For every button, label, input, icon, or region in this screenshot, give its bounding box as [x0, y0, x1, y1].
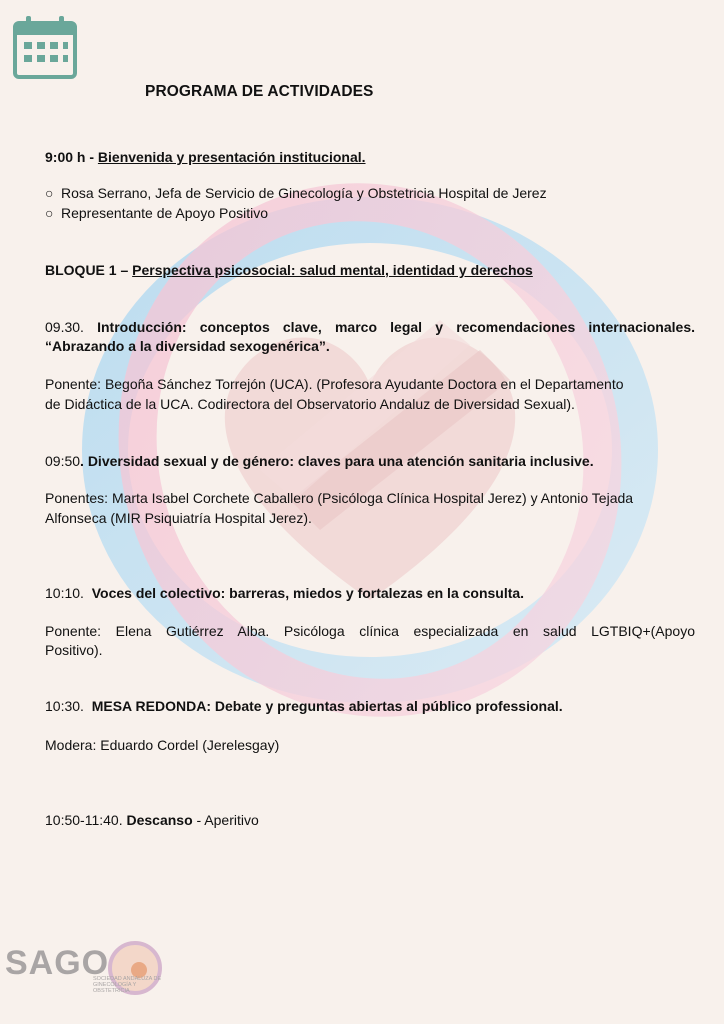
session-1-speaker-line1: Ponente: Begoña Sánchez Torrejón (UCA). (Profesora Ayudante Doctora en el Departamento [45, 376, 624, 392]
session-3-title [45, 584, 695, 603]
session-title: Introducción: conceptos clave, marco legal y recomendaciones internacionales. [97, 319, 696, 335]
bullet-icon: ○ [45, 205, 54, 221]
session-title-label: MESA REDONDA: [91, 698, 211, 714]
block-title: Perspectiva psicosocial: salud mental, identidad y derechos [132, 262, 533, 278]
bullet-text: Rosa Serrano, Jefa de Servicio de Ginecología y Obstetricia Hospital de Jerez [61, 185, 547, 201]
welcome-bullet-item [45, 204, 695, 223]
session-title: Debate y preguntas abiertas al público professional. [214, 698, 563, 714]
logo-text: SAGO [5, 944, 110, 982]
calendar-icon [12, 14, 78, 80]
session-1-speaker-line2: de Didáctica de la UCA. Codirectora del Observatorio Andaluz de Diversidad Sexual). [45, 396, 575, 412]
session-1-title-line2: “Abrazando a la diversidad sexogenérica”. [45, 338, 330, 354]
session-4-title [45, 697, 695, 716]
block-heading [45, 261, 695, 280]
session-title: Voces del colectivo: barreras, miedos y fortalezas en la consulta. [91, 585, 525, 601]
session-3-speaker-line1: Ponente: Elena Gutiérrez Alba. Psicóloga clínica especializada en salud LGTBIQ+(Apoyo [45, 623, 695, 639]
page-title: PROGRAMA DE ACTIVIDADES [145, 83, 374, 100]
block-label: BLOQUE 1 – [45, 262, 129, 278]
session-rest: - Aperitivo [196, 812, 259, 828]
welcome-bullet-item [45, 184, 695, 203]
session-title: Descanso [126, 812, 193, 828]
session-5-title [45, 811, 695, 830]
session-1-title-line1 [45, 318, 695, 337]
session-time: 09:50 [45, 453, 81, 469]
session-title: . Diversidad sexual y de género: claves para una atención sanitaria inclusive. [80, 453, 594, 469]
welcome-time: 9:00 h - [45, 149, 95, 165]
session-2-speaker-line2: Alfonseca (MIR Psiquiatría Hospital Jerez). [45, 510, 312, 526]
session-3-speaker-line2: Positivo). [45, 642, 103, 658]
bullet-text: Representante de Apoyo Positivo [61, 205, 269, 221]
welcome-heading [45, 148, 695, 167]
sago-logo [5, 940, 165, 996]
logo-subtitle-line1: SOCIEDAD ANDALUZA DE [93, 976, 162, 982]
session-time: 10:50-11:40. [45, 812, 123, 828]
session-time: 10:10. [45, 585, 84, 601]
session-time: 10:30. [45, 698, 84, 714]
session-2-speaker-line1: Ponentes: Marta Isabel Corchete Caballero (Psicóloga Clínica Hospital Jerez) y Antonio Tejada [45, 490, 634, 506]
bullet-icon: ○ [45, 185, 54, 201]
logo-subtitle-line2: GINECOLOGÍA Y OBSTETRICIA [93, 982, 137, 994]
session-4-moderator: Modera: Eduardo Cordel (Jerelesgay) [45, 737, 280, 753]
welcome-title: Bienvenida y presentación institucional. [97, 149, 366, 165]
logo-subtitle [93, 976, 165, 994]
session-time: 09.30. [45, 319, 84, 335]
session-2-title [45, 452, 695, 471]
